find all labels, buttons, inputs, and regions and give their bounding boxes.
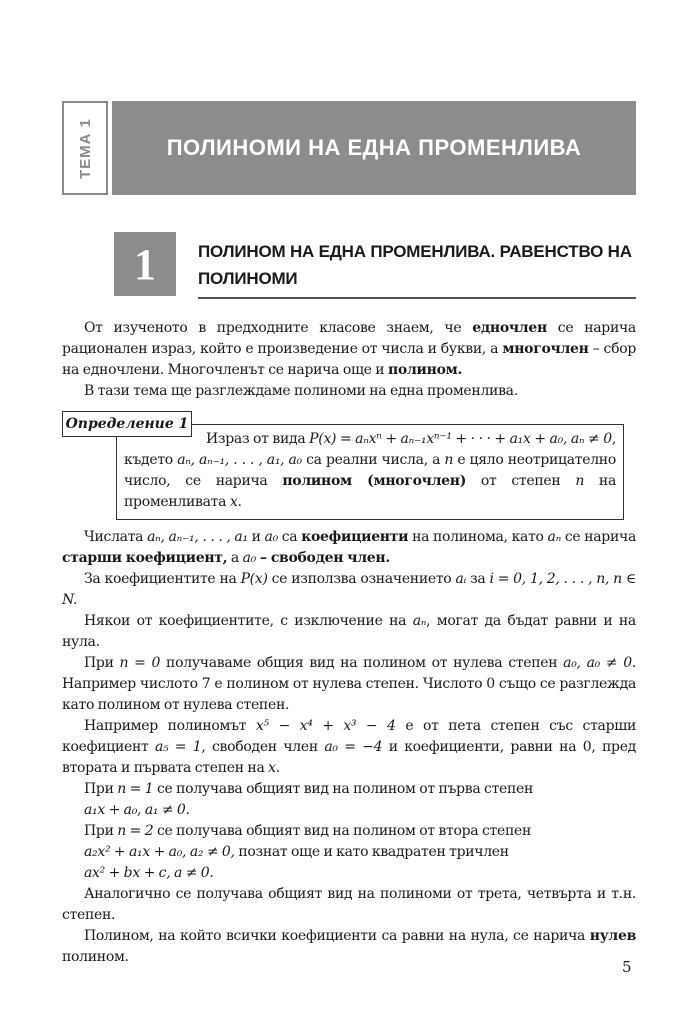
theme-title: ПОЛИНОМИ НА ЕДНА ПРОМЕНЛИВА (166, 135, 582, 160)
lesson-title-rule (198, 297, 636, 299)
theme-tab (62, 101, 108, 195)
coefficients-paragraph: Числата aₙ, aₙ₋₁, . . . , a₁ и a₀ са коефициенти на полинома, като aₙ се нарича старши коефициент, а a₀ – свободен член. (62, 529, 636, 566)
lesson-number-box (114, 232, 176, 296)
degree-one-formula: a₁x + a₀, a₁ ≠ 0. (84, 802, 190, 818)
degree-zero-paragraph: При n = 0 получаваме общия вид на полином от нулева степен a₀, a₀ ≠ 0. Например числото 7 е полином от нулева степен. Числото 0 също се разглежда като полином от нулева степен. (62, 655, 636, 713)
higher-degree-paragraph: Аналогично се получава общият вид на полиноми от трета, четвърта и т.н. степен. (62, 886, 636, 923)
degree-two-formula: a₂x² + a₁x + a₀, a₂ ≠ 0, познат още и като квадратен тричлен (84, 844, 509, 860)
lesson-title: ПОЛИНОМ НА ЕДНА ПРОМЕНЛИВА. РАВЕНСТВО НА ПОЛИНОМИ (198, 242, 632, 288)
degree-one-paragraph: При n = 1 се получава общият вид на полином от първа степен (84, 781, 534, 797)
zero-coefficients-paragraph: Някои от коефициентите, с изключение на aₙ, могат да бъдат равни и на нула. (62, 613, 636, 650)
intro-paragraph-1: От изученото в предходните класове знаем, че едночлен се нарича рационален израз, който е произведение от числа и букви, а многочлен – сбор на едночлени. Многочленът се нарича още и полином. (62, 320, 636, 378)
notation-paragraph: За коефициентите на P(x) се използва означението aᵢ за i = 0, 1, 2, . . . , n, n ∈ N. (62, 571, 636, 608)
definition-text: Израз от вида P(x) = aₙxⁿ + aₙ₋₁xⁿ⁻¹ + · · · + a₁x + a₀, aₙ ≠ 0, където aₙ, aₙ₋₁, . . . , a₁, a₀ са реални числа, а n е цяло неотрицателно число, се нарича полином (многочлен) от степен n на променливата x. (124, 431, 617, 510)
example-paragraph: Например полиномът x⁵ − x⁴ + x³ − 4 е от пета степен със старши коефициент a₅ = 1, свободен член a₀ = −4 и коефициенти, равни на 0, пред втората и първата степен на x. (62, 718, 637, 776)
intro-paragraph-2: В тази тема ще разглеждаме полиноми на една променлива. (84, 383, 518, 399)
degree-two-paragraph: При n = 2 се получава общият вид на полином от втора степен (84, 823, 532, 839)
lesson-number: 1 (134, 239, 156, 289)
zero-polynomial-paragraph: Полином, на който всички коефициенти са равни на нула, се нарича нулев полином. (62, 928, 636, 965)
theme-banner (112, 101, 636, 195)
page-number: 5 (622, 958, 632, 976)
definition-label: Определение 1 (62, 411, 192, 437)
theme-label: ТЕМА 1 (76, 117, 94, 179)
quadratic-formula: ax² + bx + c, a ≠ 0. (84, 865, 214, 881)
